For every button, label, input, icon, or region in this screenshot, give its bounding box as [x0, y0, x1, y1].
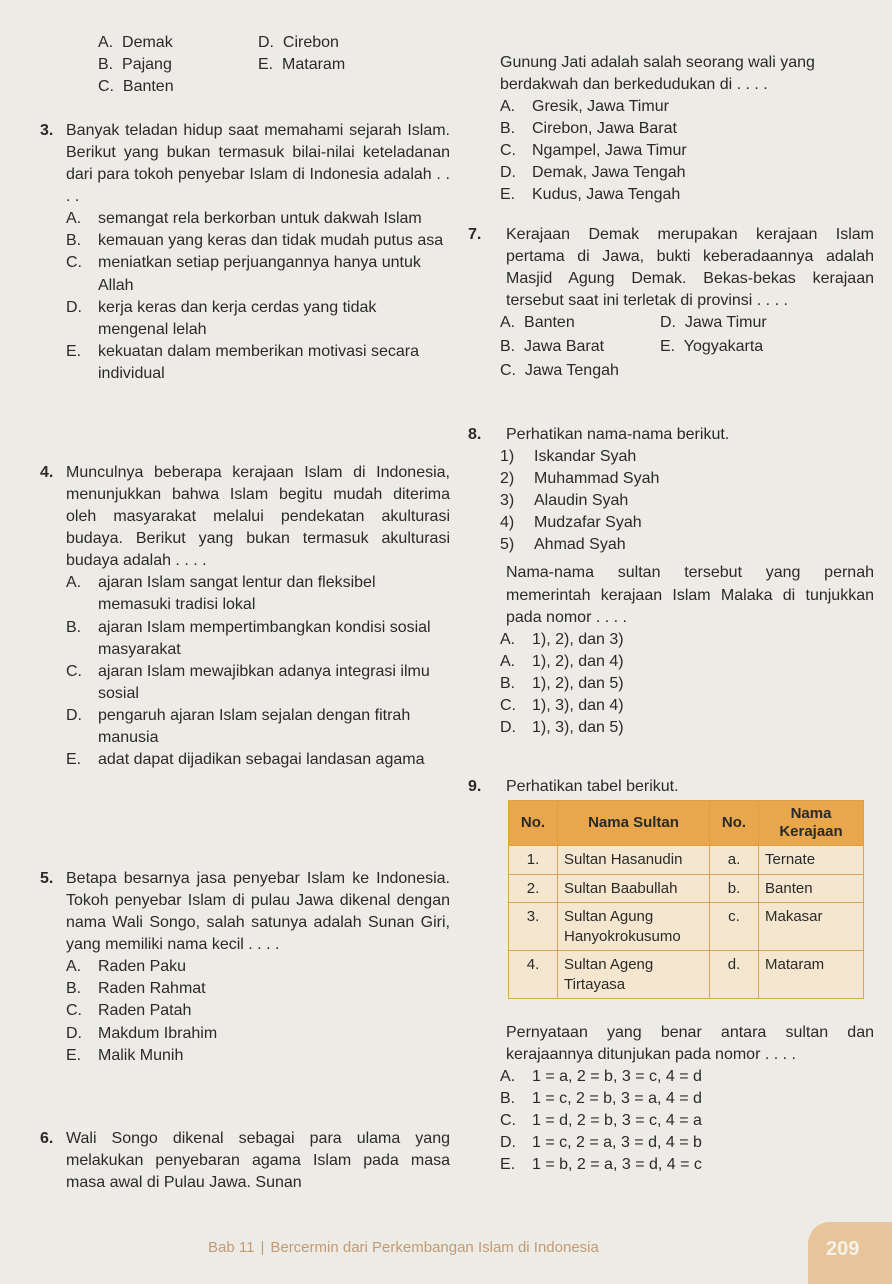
- option[interactable]: C. meniatkan setiap perjuangannya hanya untuk Allah: [66, 254, 421, 294]
- q7-option-row: [482, 336, 874, 360]
- table-header-row: [509, 801, 864, 846]
- question-stem: Nama-nama sultan tersebut yang pernah memerintah kerajaan Islam Malaka di tunjukkan pada nomor . . . .: [506, 564, 874, 626]
- table-row: [509, 951, 864, 999]
- option[interactable]: E. adat dapat dijadikan sebagai landasan agama: [66, 751, 425, 769]
- list-item: 4) Mudzafar Syah: [500, 514, 642, 532]
- option[interactable]: B. Raden Rahmat: [66, 980, 206, 998]
- option[interactable]: C. ajaran Islam mewajibkan adanya integrasi ilmu sosial: [66, 662, 430, 702]
- table-header: No.: [710, 801, 759, 846]
- option[interactable]: E. Kudus, Jawa Tengah: [500, 186, 681, 204]
- option[interactable]: A. 1), 2), dan 4): [500, 652, 624, 670]
- table-cell: 2.: [509, 874, 558, 903]
- option[interactable]: D. Makdum Ibrahim: [66, 1024, 218, 1042]
- option[interactable]: A. ajaran Islam sangat lentur dan fleksibel memasuki tradisi lokal: [66, 574, 376, 614]
- question-stem: 4. Munculnya beberapa kerajaan Islam di Indonesia, menunjukkan bahwa Islam begitu mudah diterima oleh masyarakat melalui pendekatan akulturasi budaya. Berikut yang bukan termasuk akulturasi budaya adalah . . . .: [40, 464, 450, 570]
- option[interactable]: D. Cirebon: [258, 34, 339, 51]
- table-row: [509, 874, 864, 903]
- page-footer: [208, 1238, 599, 1259]
- option[interactable]: D. Demak, Jawa Tengah: [500, 164, 686, 182]
- table-cell: 3.: [509, 903, 558, 951]
- option[interactable]: A. 1), 2), dan 3): [500, 630, 624, 648]
- table-header: No.: [509, 801, 558, 846]
- option[interactable]: C. Jawa Tengah: [500, 362, 619, 380]
- option[interactable]: D. Jawa Timur: [660, 314, 767, 332]
- table-cell: a.: [710, 846, 759, 875]
- chapter-label: Bab 11: [208, 1239, 255, 1256]
- q7-option-row: [482, 312, 874, 336]
- chapter-title: Bercermin dari Perkembangan Islam di Indonesia: [270, 1239, 599, 1256]
- table-header: Nama Sultan: [558, 801, 710, 846]
- list-item: 3) Alaudin Syah: [500, 492, 629, 510]
- option[interactable]: B. Jawa Barat: [500, 338, 605, 356]
- table-row: [509, 903, 864, 951]
- option[interactable]: B. kemauan yang keras dan tidak mudah putus asa: [66, 232, 444, 250]
- question-9-answer: [482, 1022, 874, 1177]
- option[interactable]: A. semangat rela berkorban untuk dakwah Islam: [66, 210, 422, 228]
- table-cell: Banten: [759, 874, 864, 903]
- question-stem: 7. Kerajaan Demak merupakan kerajaan Islam pertama di Jawa, bukti keberadaannya adalah Masjid Agung Demak. Bekas-bekas kerajaan tersebut saat ini terletak di provinsi . . . .: [468, 226, 874, 310]
- table-cell: b.: [710, 874, 759, 903]
- option[interactable]: D. 1), 3), dan 5): [500, 719, 624, 737]
- sultan-kingdom-table: [508, 800, 864, 999]
- question-number: 5.: [40, 870, 54, 887]
- question-8: [468, 424, 874, 739]
- q2-option-row: [40, 32, 450, 54]
- option[interactable]: C. Raden Patah: [66, 1002, 192, 1020]
- option[interactable]: B. Pajang: [98, 56, 172, 73]
- question-stem: 5. Betapa besarnya jasa penyebar Islam ke Indonesia. Tokoh penyebar Islam di pulau Jawa dikenal dengan nama Wali Songo, salah satunya adalah Sunan Giri, yang memiliki nama kecil . . . .: [40, 870, 450, 954]
- question-number: 3.: [40, 122, 54, 139]
- option[interactable]: C. Banten: [98, 78, 174, 95]
- option[interactable]: E. kekuatan dalam memberikan motivasi secara individual: [66, 342, 420, 382]
- page-number: 209: [826, 1238, 860, 1260]
- option[interactable]: D. kerja keras dan kerja cerdas yang tidak mengenal lelah: [66, 298, 377, 338]
- question-stem: Gunung Jati adalah salah seorang wali yang berdakwah dan berkedudukan di . . . .: [500, 54, 815, 94]
- q2-options: [40, 32, 450, 98]
- question-stem: 3. Banyak teladan hidup saat memahami sejarah Islam. Berikut yang bukan termasuk bilai-nilai keteladanan dari para tokoh penyebar Islam di Indonesia adalah . . . .: [40, 122, 450, 206]
- question-number: 8.: [468, 426, 482, 443]
- question-stem: 9. Perhatikan tabel berikut.: [482, 776, 874, 798]
- table-cell: 4.: [509, 951, 558, 999]
- q2-option-row: [40, 76, 450, 98]
- table-cell: Makasar: [759, 903, 864, 951]
- question-stem: 6. Wali Songo dikenal sebagai para ulama yang melakukan penyebaran agama Islam pada masa masa awal di Pulau Jawa. Sunan: [40, 1130, 450, 1192]
- option[interactable]: D. 1 = c, 2 = a, 3 = d, 4 = b: [500, 1134, 702, 1152]
- list-item: 1) Iskandar Syah: [500, 448, 637, 466]
- option[interactable]: E. Yogyakarta: [660, 338, 764, 356]
- question-7: [468, 224, 874, 384]
- question-4: [40, 462, 450, 771]
- option[interactable]: D. pengaruh ajaran Islam sejalan dengan fitrah manusia: [66, 706, 411, 746]
- option[interactable]: A. 1 = a, 2 = b, 3 = c, 4 = d: [500, 1068, 702, 1086]
- option[interactable]: C. 1 = d, 2 = b, 3 = c, 4 = a: [500, 1112, 702, 1130]
- list-item: 5) Ahmad Syah: [500, 536, 626, 554]
- table-cell: d.: [710, 951, 759, 999]
- question-6-continued: [482, 52, 874, 207]
- table-cell: Sultan Ageng Tirtayasa: [558, 951, 710, 999]
- q7-option-row: [482, 360, 874, 384]
- table-cell: Ternate: [759, 846, 864, 875]
- question-3: [40, 120, 450, 385]
- option[interactable]: A. Banten: [500, 314, 575, 332]
- option[interactable]: E. 1 = b, 2 = a, 3 = d, 4 = c: [500, 1156, 702, 1174]
- list-item: 2) Muhammad Syah: [500, 470, 660, 488]
- option[interactable]: C. Ngampel, Jawa Timur: [500, 142, 687, 160]
- option[interactable]: E. Malik Munih: [66, 1046, 184, 1064]
- option[interactable]: E. Mataram: [258, 56, 346, 73]
- option[interactable]: B. ajaran Islam mempertimbangkan kondisi sosial masyarakat: [66, 618, 431, 658]
- question-number: 4.: [40, 464, 54, 481]
- option[interactable]: A. Gresik, Jawa Timur: [500, 98, 669, 116]
- table-cell: Sultan Baabullah: [558, 874, 710, 903]
- question-number: 7.: [468, 226, 482, 243]
- table-cell: Sultan Agung Hanyokrokusumo: [558, 903, 710, 951]
- table-header: Nama Kerajaan: [759, 801, 864, 846]
- table-cell: c.: [710, 903, 759, 951]
- option[interactable]: A. Demak: [98, 34, 173, 51]
- question-9: [468, 776, 874, 798]
- question-5: [40, 868, 450, 1067]
- question-stem: 8. Perhatikan nama-nama berikut.: [482, 424, 874, 446]
- table-cell: 1.: [509, 846, 558, 875]
- footer-separator: |: [260, 1239, 265, 1256]
- option[interactable]: A. Raden Paku: [66, 958, 187, 976]
- question-6: [40, 1128, 450, 1194]
- question-number: 6.: [40, 1130, 54, 1147]
- question-stem: Pernyataan yang benar antara sultan dan kerajaannya ditunjukan pada nomor . . . .: [506, 1024, 874, 1064]
- question-number: 9.: [468, 778, 482, 795]
- table-row: [509, 846, 864, 875]
- table-cell: Sultan Hasanudin: [558, 846, 710, 875]
- option[interactable]: B. 1 = c, 2 = b, 3 = a, 4 = d: [500, 1090, 702, 1108]
- q2-option-row: [40, 54, 450, 76]
- table-cell: Mataram: [759, 951, 864, 999]
- option[interactable]: B. 1), 2), dan 5): [500, 674, 624, 692]
- option[interactable]: B. Cirebon, Jawa Barat: [500, 120, 677, 138]
- option[interactable]: C. 1), 3), dan 4): [500, 696, 624, 714]
